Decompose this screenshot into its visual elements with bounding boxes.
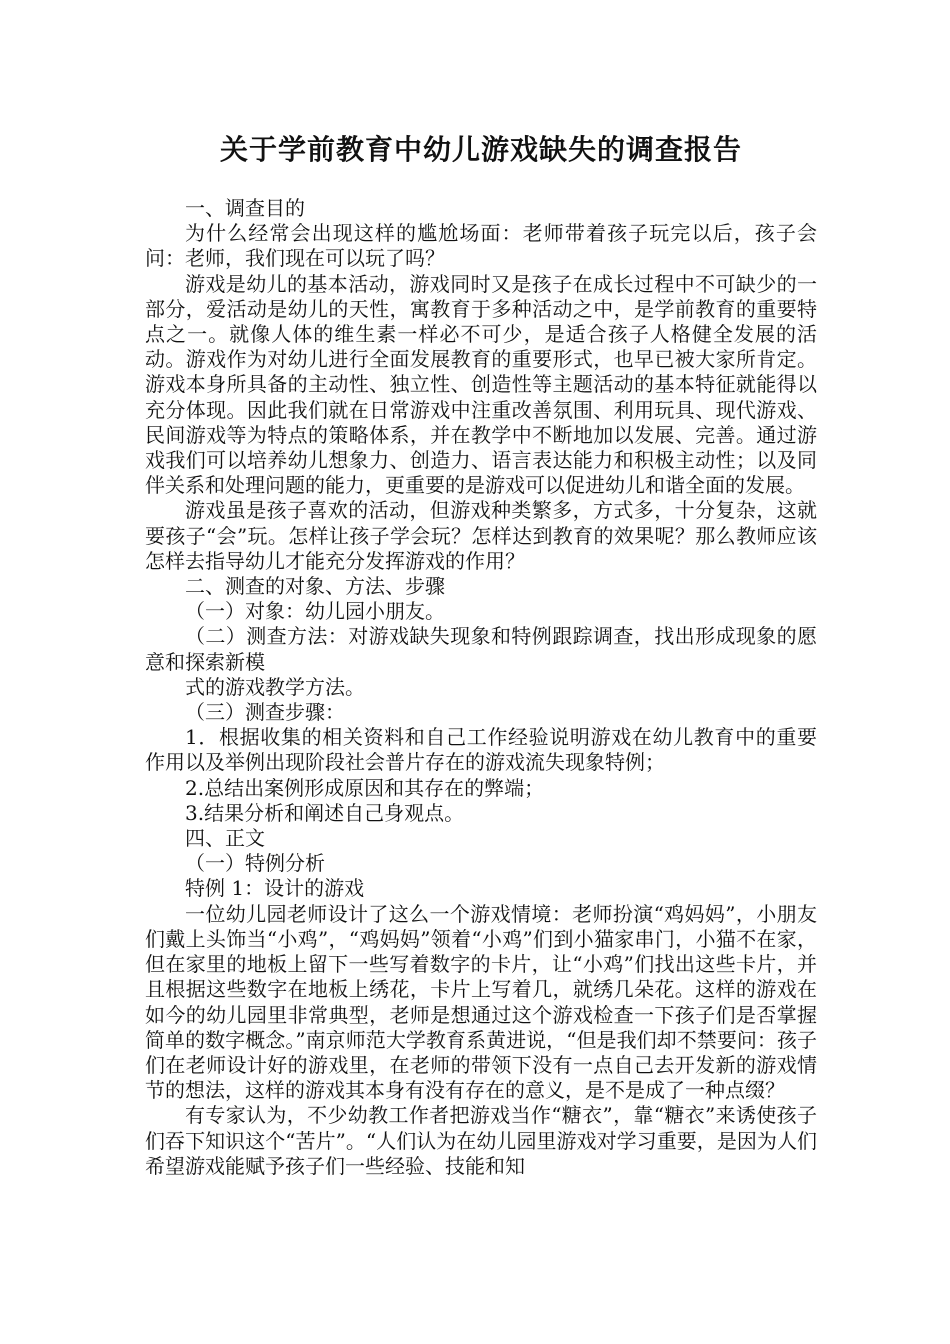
step-item: 3.结果分析和阐述自己身观点。 [185, 800, 465, 825]
section-heading-main: 四、正文 [185, 826, 265, 851]
section-heading-method: 二、测查的对象、方法、步骤 [185, 574, 445, 599]
step-item: 1．根据收集的相关资料和自己工作经验说明游戏在幼儿教育中的重要作用以及举例出现阶段社会普片存在的游戏流失现象特例； [145, 725, 817, 775]
body-paragraph: 一位幼儿园老师设计了这么一个游戏情境：老师扮演“鸡妈妈”，小朋友们戴上头饰当“小鸡”，“鸡妈妈”领着“小鸡”们到小猫家串门，小猫不在家，但在家里的地板上留下一些写着数字的卡片，让“小鸡”们找出这些卡片，并且根据这些数字在地板上绣花，卡片上写着几，就绣几朵花。这样的游戏在如今的幼儿园里非常典型，老师是想通过这个游戏检查一下孩子们是否掌握简单的数字概念。”南京师范大学教育系黄进说，“但是我们却不禁要问：孩子们在老师设计好的游戏里，在老师的带领下没有一点自己去开发新的游戏情节的想法，这样的游戏其本身有没有存在的意义，是不是成了一种点缀？ [145, 901, 817, 1103]
subsection-object: （一）对象：幼儿园小朋友。 [185, 599, 445, 624]
body-paragraph: 为什么经常会出现这样的尴尬场面：老师带着孩子玩完以后，孩子会问：老师，我们现在可以玩了吗？ [145, 221, 817, 271]
subsection-case-analysis: （一）特例分析 [185, 851, 325, 876]
body-paragraph: 游戏虽是孩子喜欢的活动，但游戏种类繁多，方式多，十分复杂，这就要孩子“会”玩。怎样让孩子学会玩？怎样达到教育的效果呢？那么教师应该怎样去指导幼儿才能充分发挥游戏的作用？ [145, 498, 817, 573]
subsection-method: （二）测查方法：对游戏缺失现象和特例跟踪调查，找出形成现象的愿意和探索新模 [145, 624, 817, 674]
body-paragraph: 有专家认为，不少幼教工作者把游戏当作“糖衣”，靠“糖衣”来诱使孩子们吞下知识这个“苦片”。“人们认为在幼儿园里游戏对学习重要，是因为人们希望游戏能赋予孩子们一些经验、技能和知 [145, 1103, 817, 1178]
step-item: 2.总结出案例形成原因和其存在的弊端； [185, 775, 545, 800]
document-page [145, 128, 817, 1179]
case-heading: 特例 1：设计的游戏 [185, 876, 365, 901]
subsection-steps: （三）测查步骤： [185, 700, 345, 725]
document-title: 关于学前教育中幼儿游戏缺失的调查报告 [219, 133, 742, 166]
section-heading-purpose: 一、调查目的 [185, 196, 305, 220]
body-paragraph: 式的游戏教学方法。 [185, 674, 365, 699]
document-body [145, 196, 817, 1179]
body-paragraph: 游戏是幼儿的基本活动，游戏同时又是孩子在成长过程中不可缺少的一部分，爱活动是幼儿的天性，寓教育于多种活动之中，是学前教育的重要特点之一。就像人体的维生素一样必不可少，是适合孩子人格健全发展的活动。游戏作为对幼儿进行全面发展教育的重要形式，也早已被大家所肯定。游戏本身所具备的主动性、独立性、创造性等主题活动的基本特征就能得以充分体现。因此我们就在日常游戏中注重改善氛围、利用玩具、现代游戏、民间游戏等为特点的策略体系，并在教学中不断地加以发展、完善。通过游戏我们可以培养幼儿想象力、创造力、语言表达能力和积极主动性；以及同伴关系和处理问题的能力，更重要的是游戏可以促进幼儿和谐全面的发展。 [145, 271, 817, 498]
